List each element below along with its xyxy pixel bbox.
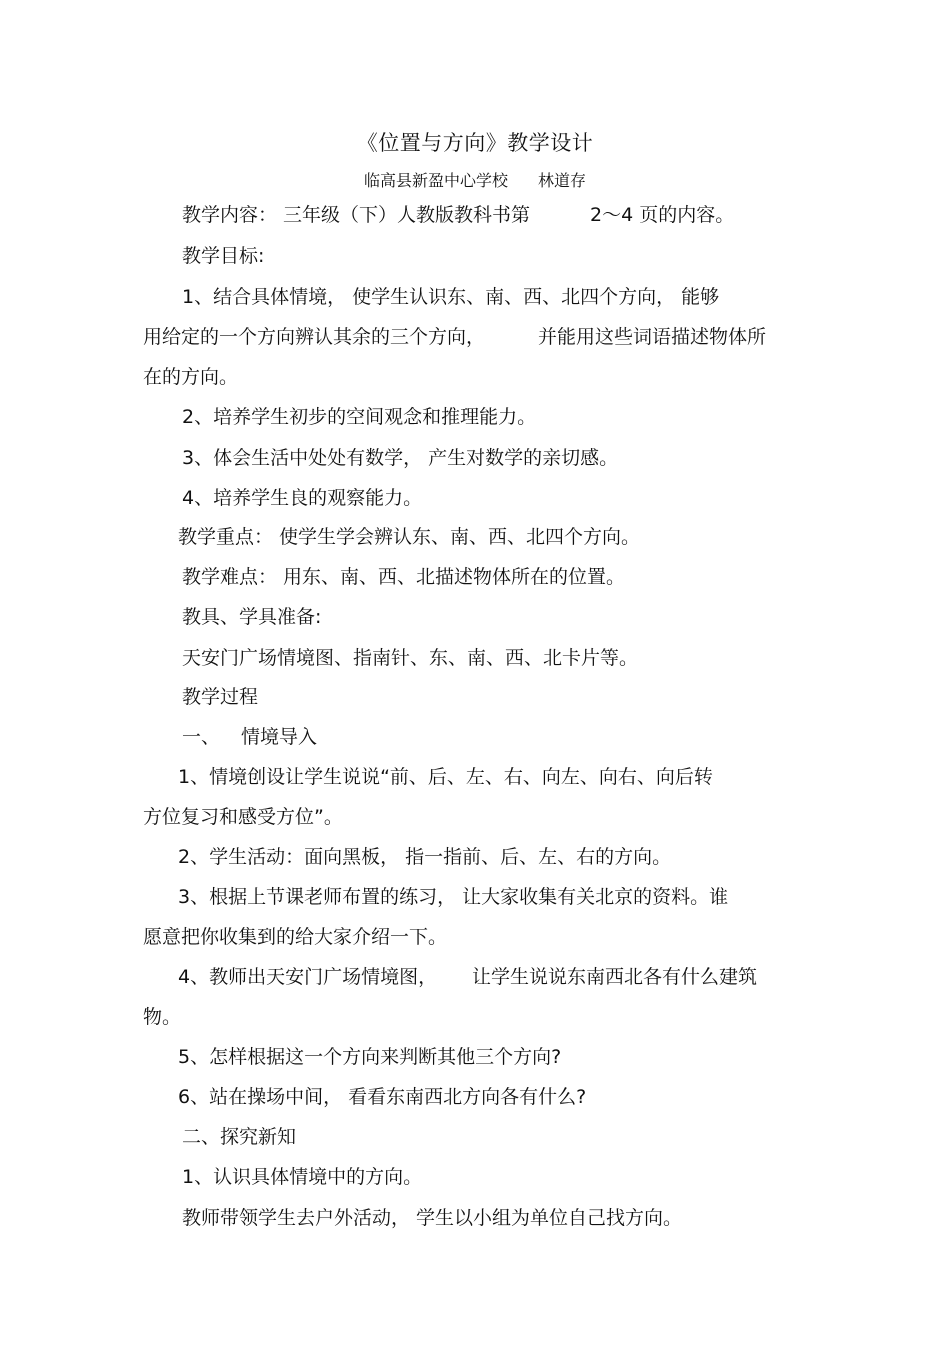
step-6: 6、站在操场中间， 看看东南西北方向各有什么? [178, 1086, 587, 1108]
step-2: 2、学生活动：面向黑板， 指一指前、后、左、右的方向。 [178, 846, 672, 868]
school-name: 临高县新盈中心学校 [363, 171, 508, 190]
difficult-points: 教学难点： 用东、南、西、北描述物体所在的位置。 [182, 566, 626, 588]
objective-2: 2、培养学生初步的空间观念和推理能力。 [182, 406, 537, 428]
step-1-line-2: 方位复习和感受方位”。 [143, 806, 343, 828]
process-heading: 教学过程 [182, 686, 259, 708]
document-title: 《位置与方向》教学设计 [356, 131, 594, 155]
step-1-line-1: 1、情境创设让学生说说“前、后、左、右、向左、向右、向后转 [178, 766, 713, 788]
objective-1-line-3: 在的方向。 [143, 366, 239, 388]
objective-1-line-2a: 用给定的一个方向辨认其余的三个方向， [143, 326, 486, 348]
teaching-content-pages: 2～4 页的内容。 [590, 204, 735, 226]
author-name: 林道存 [538, 171, 587, 190]
step-3-line-2: 愿意把你收集到的给大家介绍一下。 [143, 926, 448, 948]
section-2-step-1: 1、认识具体情境中的方向。 [182, 1166, 423, 1188]
section-1-number: 一、 [182, 726, 221, 748]
section-1-title: 情境导入 [241, 726, 318, 748]
step-4-line-1a: 4、教师出天安门广场情境图， [178, 966, 438, 988]
step-5: 5、怎样根据这一个方向来判断其他三个方向? [178, 1046, 562, 1068]
section-2-title: 二、探究新知 [182, 1126, 297, 1148]
author-line [0, 169, 950, 193]
key-points: 教学重点： 使学生学会辨认东、南、西、北四个方向。 [178, 526, 641, 548]
objective-4: 4、培养学生良的观察能力。 [182, 487, 423, 509]
step-4-line-1b: 让学生说说东南西北各有什么建筑 [472, 966, 758, 988]
step-4-line-2: 物。 [143, 1006, 182, 1028]
objective-3: 3、体会生活中处处有数学， 产生对数学的亲切感。 [182, 447, 619, 469]
step-3-line-1: 3、根据上节课老师布置的练习， 让大家收集有关北京的资料。谁 [178, 886, 729, 908]
section-2-activity: 教师带领学生去户外活动， 学生以小组为单位自己找方向。 [182, 1207, 683, 1229]
materials-list: 天安门广场情境图、指南针、东、南、西、北卡片等。 [182, 647, 639, 669]
teaching-content-label: 教学内容： 三年级（下）人教版教科书第 [182, 204, 531, 226]
materials-heading: 教具、学具准备: [182, 606, 322, 628]
objective-1-line-1: 1、结合具体情境， 使学生认识东、南、西、北四个方向， 能够 [182, 286, 720, 308]
objective-1-line-2b: 并能用这些词语描述物体所 [538, 326, 767, 348]
objectives-heading: 教学目标: [182, 245, 265, 267]
